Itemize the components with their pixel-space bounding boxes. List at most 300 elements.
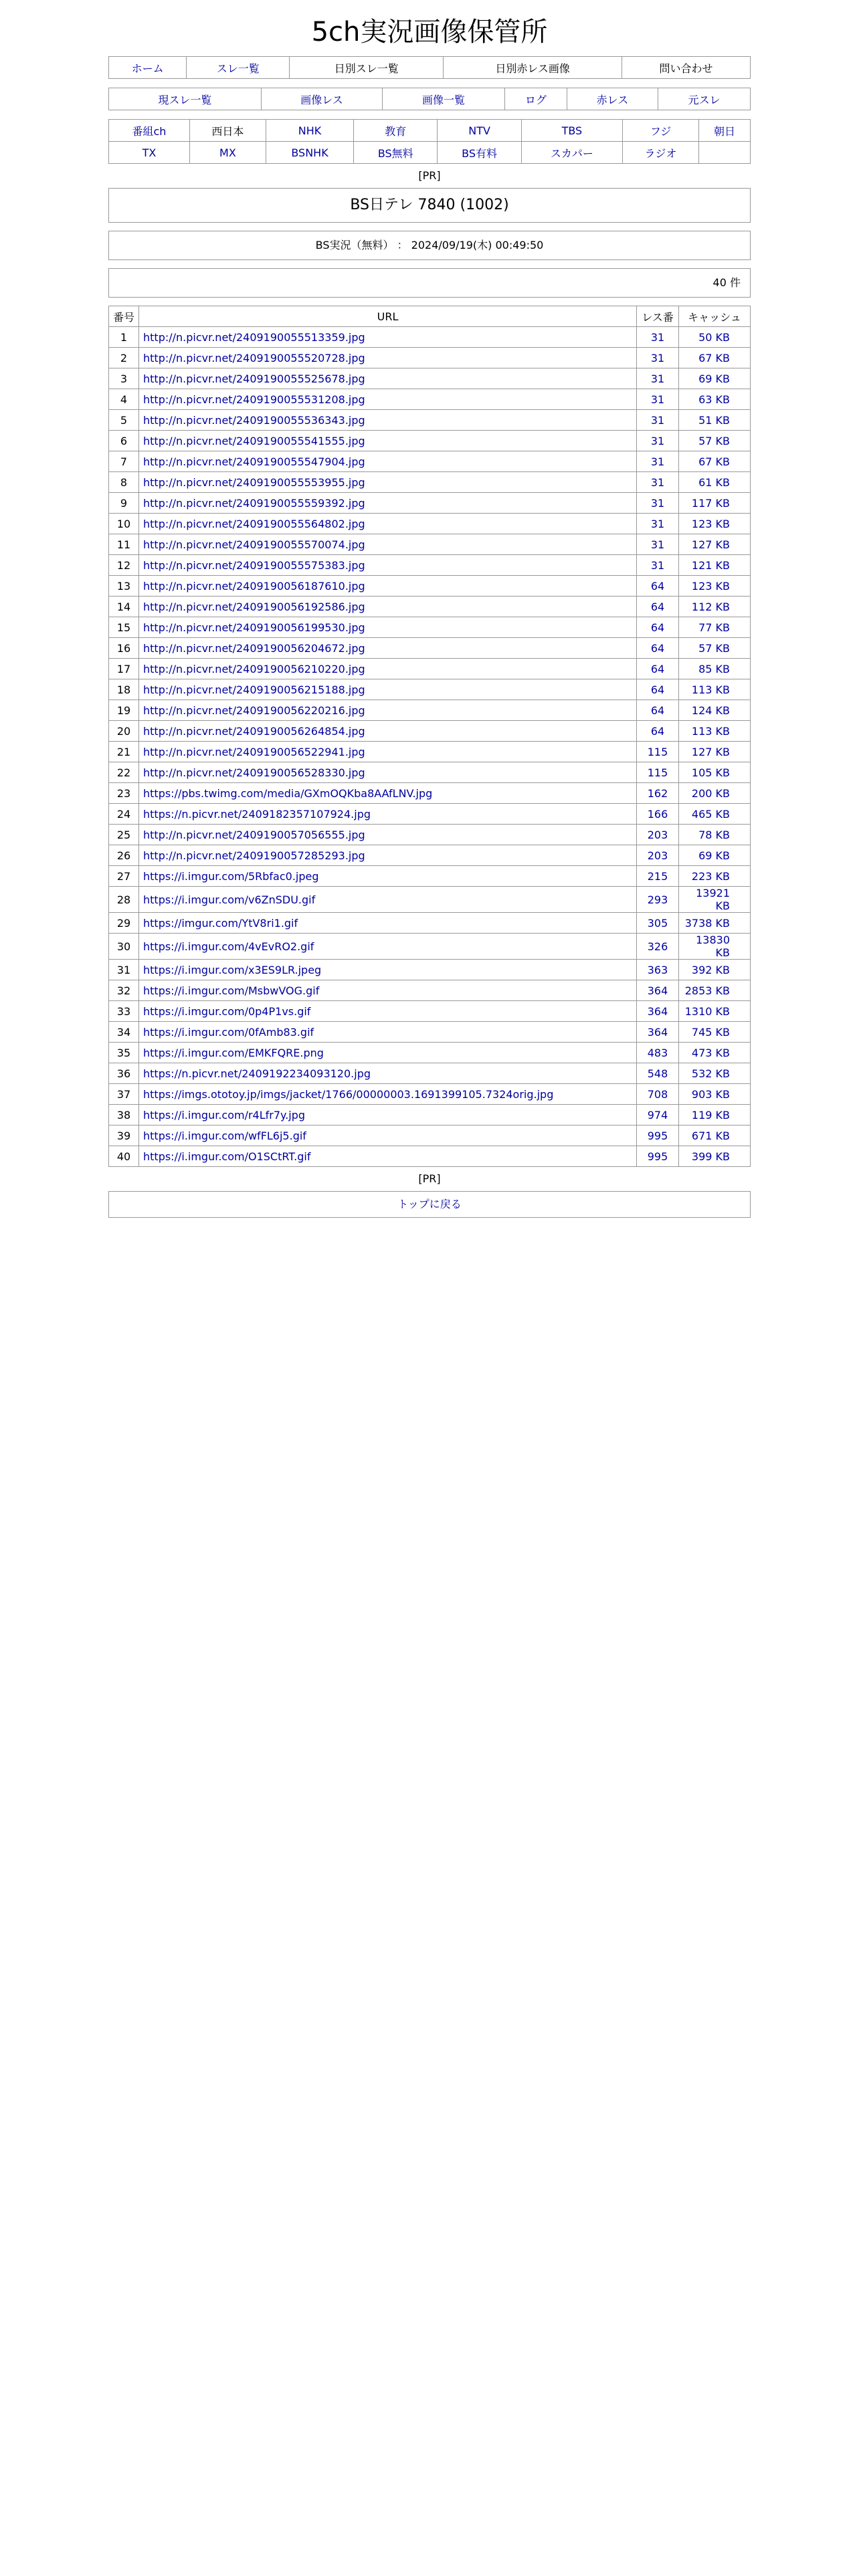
row-url-link[interactable]: https://imgur.com/YtV8ri1.gif — [143, 916, 298, 930]
row-res-link[interactable]: 305 — [647, 916, 668, 930]
row-cache-cell — [679, 410, 751, 431]
row-number: 5 — [109, 410, 139, 431]
row-res-cell — [637, 866, 679, 887]
row-cache-link[interactable]: 127 KB — [691, 745, 730, 758]
row-res-cell — [637, 1105, 679, 1125]
table-header-row — [109, 306, 751, 327]
row-res-link[interactable]: 364 — [647, 1004, 668, 1018]
row-number: 27 — [109, 866, 139, 887]
row-url-link[interactable]: https://i.imgur.com/5Rbfac0.jpeg — [143, 869, 319, 883]
row-res-link[interactable]: 31 — [650, 455, 665, 468]
nav-sub-item-4-label[interactable]: ログ — [524, 93, 547, 106]
row-url-cell — [139, 866, 637, 887]
nav-sub-item-5-label[interactable]: 赤レス — [596, 93, 629, 106]
row-cache-link[interactable]: 903 KB — [691, 1087, 730, 1101]
row-res-link[interactable]: 115 — [647, 745, 668, 758]
row-cache-link[interactable]: 123 KB — [691, 579, 730, 593]
row-res-link[interactable]: 64 — [650, 704, 665, 717]
table-row — [109, 721, 751, 742]
nav-main-item-5 — [622, 57, 750, 79]
nav-channel-item[interactable] — [623, 142, 699, 164]
table-row — [109, 934, 751, 960]
row-url-cell — [139, 514, 637, 534]
row-url-cell — [139, 410, 637, 431]
row-cache-link[interactable]: 69 KB — [698, 849, 730, 862]
row-url-link[interactable]: https://i.imgur.com/0fAmb83.gif — [143, 1025, 314, 1039]
nav-main-item-2-label[interactable]: スレ一覧 — [216, 62, 260, 75]
row-cache-link[interactable]: 113 KB — [691, 724, 730, 738]
nav-channel-item-label[interactable]: BSNHK — [291, 146, 328, 159]
nav-channel-item[interactable] — [521, 142, 622, 164]
nav-sub-item-1-label[interactable]: 現スレ一覧 — [158, 93, 212, 106]
row-url-link[interactable]: http://n.picvr.net/2409190056528330.jpg — [143, 766, 365, 779]
row-url-link[interactable]: https://pbs.twimg.com/media/GXmOQKba8AAfLNV.jpg — [143, 786, 433, 800]
row-cache-cell — [679, 1001, 751, 1022]
row-res-cell — [637, 617, 679, 638]
row-cache-link[interactable]: 51 KB — [698, 413, 730, 427]
row-number: 36 — [109, 1063, 139, 1084]
row-number: 19 — [109, 700, 139, 721]
row-cache-link[interactable]: 3738 KB — [684, 916, 730, 930]
row-number: 26 — [109, 845, 139, 866]
row-res-link[interactable]: 31 — [650, 372, 665, 385]
nav-sub-item-6-label[interactable]: 元スレ — [688, 93, 721, 106]
nav-channel-item[interactable] — [438, 120, 521, 142]
row-url-cell — [139, 534, 637, 555]
nav-sub-item-3[interactable] — [383, 88, 505, 110]
row-url-link[interactable]: http://n.picvr.net/2409190056210220.jpg — [143, 662, 365, 675]
row-cache-cell — [679, 389, 751, 410]
nav-sub-item-4[interactable] — [504, 88, 567, 110]
row-number: 23 — [109, 783, 139, 804]
row-res-link[interactable]: 203 — [647, 849, 668, 862]
nav-channel-item[interactable] — [189, 142, 266, 164]
row-cache-cell — [679, 1125, 751, 1146]
row-url-link[interactable]: http://n.picvr.net/2409190055575383.jpg — [143, 558, 365, 572]
row-number: 38 — [109, 1105, 139, 1125]
row-url-link[interactable]: https://i.imgur.com/O1SCtRT.gif — [143, 1150, 311, 1163]
row-url-link[interactable]: https://i.imgur.com/r4Lfr7y.jpg — [143, 1108, 306, 1121]
table-row — [109, 327, 751, 348]
nav-main-item-2[interactable] — [187, 57, 290, 79]
nav-channel-item-label[interactable]: 朝日 — [714, 124, 736, 138]
table-row — [109, 783, 751, 804]
row-res-link[interactable]: 364 — [647, 984, 668, 997]
row-res-link[interactable]: 166 — [647, 807, 668, 821]
thread-title: BS日テレ 7840 (1002) — [108, 188, 751, 223]
channel-nav-row — [109, 120, 751, 142]
row-res-link[interactable]: 31 — [650, 413, 665, 427]
nav-channel-item-label[interactable]: MX — [219, 146, 236, 159]
nav-sub-item-1[interactable] — [109, 88, 262, 110]
row-number: 11 — [109, 534, 139, 555]
row-res-link[interactable]: 64 — [650, 662, 665, 675]
row-url-link[interactable]: http://n.picvr.net/2409190056220216.jpg — [143, 704, 365, 717]
row-cache-cell — [679, 576, 751, 597]
row-res-link[interactable]: 64 — [650, 724, 665, 738]
row-url-link[interactable]: http://n.picvr.net/2409190056522941.jpg — [143, 745, 365, 758]
row-cache-cell — [679, 514, 751, 534]
row-cache-link[interactable]: 113 KB — [691, 683, 730, 696]
row-cache-link[interactable]: 57 KB — [698, 434, 730, 447]
row-res-cell — [637, 1001, 679, 1022]
row-url-cell — [139, 742, 637, 762]
row-url-link[interactable]: http://n.picvr.net/2409190055536343.jpg — [143, 413, 365, 427]
row-url-link[interactable]: http://n.picvr.net/2409190056199530.jpg — [143, 621, 365, 634]
row-url-link[interactable]: https://i.imgur.com/x3ES9LR.jpeg — [143, 963, 322, 976]
row-res-cell — [637, 431, 679, 451]
row-cache-cell — [679, 472, 751, 493]
row-cache-cell — [679, 913, 751, 934]
row-cache-cell — [679, 659, 751, 679]
row-res-link[interactable]: 708 — [647, 1087, 668, 1101]
row-res-cell — [637, 1063, 679, 1084]
row-url-cell — [139, 825, 637, 845]
nav-channel-item-label[interactable]: ラジオ — [644, 146, 677, 160]
header-url: URL — [139, 306, 637, 327]
row-res-link[interactable]: 31 — [650, 393, 665, 406]
row-url-link[interactable]: http://n.picvr.net/2409190055525678.jpg — [143, 372, 365, 385]
row-url-cell — [139, 1105, 637, 1125]
row-url-cell — [139, 960, 637, 980]
row-number: 13 — [109, 576, 139, 597]
row-cache-cell — [679, 887, 751, 913]
nav-channel-item[interactable] — [354, 120, 438, 142]
row-cache-link[interactable]: 67 KB — [698, 351, 730, 364]
nav-channel-item[interactable] — [266, 142, 353, 164]
site-title: 5ch実況画像保管所 — [311, 17, 548, 47]
sub-nav-row — [109, 88, 751, 110]
row-number: 9 — [109, 493, 139, 514]
row-url-link[interactable]: http://n.picvr.net/2409190055520728.jpg — [143, 351, 365, 364]
row-cache-link[interactable]: 532 KB — [691, 1067, 730, 1080]
table-row — [109, 679, 751, 700]
row-cache-cell — [679, 783, 751, 804]
row-res-cell — [637, 638, 679, 659]
row-res-cell — [637, 742, 679, 762]
row-res-link[interactable]: 64 — [650, 683, 665, 696]
row-res-link[interactable]: 364 — [647, 1025, 668, 1039]
row-url-link[interactable]: http://n.picvr.net/2409190055553955.jpg — [143, 475, 365, 489]
row-res-cell — [637, 700, 679, 721]
nav-channel-item[interactable] — [266, 120, 353, 142]
row-res-link[interactable]: 115 — [647, 766, 668, 779]
row-number: 31 — [109, 960, 139, 980]
row-url-link[interactable]: http://n.picvr.net/2409190057285293.jpg — [143, 849, 365, 862]
row-number: 34 — [109, 1022, 139, 1043]
table-row — [109, 368, 751, 389]
row-number: 14 — [109, 597, 139, 617]
nav-channel-item-label[interactable]: TX — [142, 146, 157, 159]
row-cache-cell — [679, 493, 751, 514]
row-url-cell — [139, 617, 637, 638]
row-res-link[interactable]: 483 — [647, 1046, 668, 1059]
row-res-link[interactable]: 31 — [650, 351, 665, 364]
nav-sub-item-2[interactable] — [261, 88, 382, 110]
row-cache-link[interactable]: 67 KB — [698, 455, 730, 468]
row-res-link[interactable]: 203 — [647, 828, 668, 841]
nav-channel-item[interactable] — [354, 142, 438, 164]
row-url-link[interactable]: http://n.picvr.net/2409190055541555.jpg — [143, 434, 365, 447]
row-url-cell — [139, 1146, 637, 1167]
table-row — [109, 1105, 751, 1125]
row-number: 6 — [109, 431, 139, 451]
row-cache-link[interactable]: 50 KB — [698, 330, 730, 344]
nav-channel-item[interactable] — [699, 120, 751, 142]
image-table — [108, 306, 751, 1167]
nav-channel-item[interactable] — [623, 120, 699, 142]
row-cache-cell — [679, 1084, 751, 1105]
row-res-link[interactable]: 64 — [650, 641, 665, 655]
row-cache-link[interactable]: 112 KB — [691, 600, 730, 613]
nav-main-item-3 — [290, 57, 444, 79]
row-url-cell — [139, 659, 637, 679]
row-url-link[interactable]: https://n.picvr.net/2409182357107924.jpg — [143, 807, 371, 821]
row-url-cell — [139, 783, 637, 804]
row-url-link[interactable]: https://i.imgur.com/wfFL6j5.gif — [143, 1129, 306, 1142]
row-cache-cell — [679, 431, 751, 451]
table-row — [109, 534, 751, 555]
nav-channel-item[interactable] — [109, 120, 190, 142]
channel-nav-row — [109, 142, 751, 164]
row-cache-cell — [679, 1043, 751, 1063]
row-res-cell — [637, 659, 679, 679]
nav-channel-item-label[interactable]: BS有料 — [462, 146, 497, 160]
row-url-cell — [139, 389, 637, 410]
row-cache-cell — [679, 742, 751, 762]
row-url-link[interactable]: http://n.picvr.net/2409190056215188.jpg — [143, 683, 365, 696]
row-cache-link[interactable]: 123 KB — [691, 517, 730, 530]
row-url-link[interactable]: http://n.picvr.net/2409190055513359.jpg — [143, 330, 365, 344]
table-row — [109, 1063, 751, 1084]
row-res-cell — [637, 825, 679, 845]
row-cache-cell — [679, 451, 751, 472]
table-row — [109, 960, 751, 980]
result-count: 40 件 — [108, 268, 751, 298]
row-cache-link[interactable]: 745 KB — [691, 1025, 730, 1039]
nav-sub-item-2-label[interactable]: 画像レス — [300, 93, 343, 106]
row-url-cell — [139, 1063, 637, 1084]
nav-channel-item-label[interactable]: スカパー — [550, 146, 593, 160]
nav-channel-item[interactable] — [438, 142, 521, 164]
row-res-cell — [637, 960, 679, 980]
nav-main-item-1-label[interactable]: ホーム — [131, 62, 164, 75]
row-res-cell — [637, 1043, 679, 1063]
row-url-link[interactable]: https://i.imgur.com/4vEvRO2.gif — [143, 940, 314, 953]
row-url-cell — [139, 1084, 637, 1105]
page-container — [108, 0, 751, 1218]
row-cache-link[interactable]: 200 KB — [691, 786, 730, 800]
row-cache-cell — [679, 368, 751, 389]
pr-label-top: [PR] — [418, 169, 441, 182]
row-number: 40 — [109, 1146, 139, 1167]
row-res-cell — [637, 721, 679, 742]
row-url-link[interactable]: https://i.imgur.com/0p4P1vs.gif — [143, 1004, 311, 1018]
table-row — [109, 555, 751, 576]
back-to-top-link[interactable]: トップに戻る — [397, 1198, 462, 1210]
nav-channel-item — [699, 142, 751, 164]
row-res-link[interactable]: 31 — [650, 434, 665, 447]
row-res-cell — [637, 934, 679, 960]
nav-sub-item-5[interactable] — [567, 88, 658, 110]
row-cache-link[interactable]: 69 KB — [698, 372, 730, 385]
row-url-link[interactable]: http://n.picvr.net/2409190057056555.jpg — [143, 828, 365, 841]
row-res-link[interactable]: 548 — [647, 1067, 668, 1080]
nav-channel-item-label[interactable]: 番組ch — [132, 124, 167, 138]
row-cache-link[interactable]: 121 KB — [691, 558, 730, 572]
row-number: 28 — [109, 887, 139, 913]
row-res-link[interactable]: 64 — [650, 621, 665, 634]
row-res-link[interactable]: 31 — [650, 558, 665, 572]
row-number: 35 — [109, 1043, 139, 1063]
row-number: 20 — [109, 721, 139, 742]
row-cache-link[interactable]: 13830 KB — [696, 934, 730, 959]
row-url-link[interactable]: http://n.picvr.net/2409190055547904.jpg — [143, 455, 365, 468]
row-res-link[interactable]: 995 — [647, 1129, 668, 1142]
nav-main-item-1[interactable] — [109, 57, 187, 79]
row-cache-link[interactable]: 1310 KB — [684, 1004, 730, 1018]
row-res-link[interactable]: 64 — [650, 600, 665, 613]
row-url-link[interactable]: http://n.picvr.net/2409190055570074.jpg — [143, 538, 365, 551]
row-url-link[interactable]: http://n.picvr.net/2409190055564802.jpg — [143, 517, 365, 530]
nav-sub-item-6[interactable] — [658, 88, 751, 110]
row-cache-link[interactable]: 119 KB — [691, 1108, 730, 1121]
row-cache-link[interactable]: 13921 KB — [696, 887, 730, 912]
row-res-link[interactable]: 326 — [647, 940, 668, 953]
row-res-link[interactable]: 31 — [650, 330, 665, 344]
table-row — [109, 638, 751, 659]
row-number: 17 — [109, 659, 139, 679]
row-res-link[interactable]: 31 — [650, 517, 665, 530]
row-cache-link[interactable]: 127 KB — [691, 538, 730, 551]
row-res-link[interactable]: 974 — [647, 1108, 668, 1121]
table-row — [109, 804, 751, 825]
nav-main-item-4-label: 日別赤レス画像 — [495, 62, 570, 75]
row-url-cell — [139, 431, 637, 451]
row-cache-link[interactable]: 63 KB — [698, 393, 730, 406]
row-url-link[interactable]: http://n.picvr.net/2409190056204672.jpg — [143, 641, 365, 655]
channel-nav — [108, 119, 751, 164]
table-row — [109, 1001, 751, 1022]
row-cache-link[interactable]: 399 KB — [691, 1150, 730, 1163]
row-number: 32 — [109, 980, 139, 1001]
row-res-cell — [637, 845, 679, 866]
row-url-cell — [139, 1043, 637, 1063]
row-res-link[interactable]: 31 — [650, 538, 665, 551]
row-url-link[interactable]: https://n.picvr.net/2409192234093120.jpg — [143, 1067, 371, 1080]
row-url-cell — [139, 451, 637, 472]
row-url-cell — [139, 762, 637, 783]
row-url-link[interactable]: http://n.picvr.net/2409190055531208.jpg — [143, 393, 365, 406]
row-url-cell — [139, 576, 637, 597]
row-url-cell — [139, 913, 637, 934]
table-row — [109, 913, 751, 934]
row-cache-link[interactable]: 465 KB — [691, 807, 730, 821]
row-res-cell — [637, 327, 679, 348]
table-row — [109, 845, 751, 866]
row-cache-link[interactable]: 671 KB — [691, 1129, 730, 1142]
row-url-cell — [139, 887, 637, 913]
row-cache-link[interactable]: 105 KB — [691, 766, 730, 779]
nav-channel-item-label: 西日本 — [211, 124, 244, 138]
table-row — [109, 1125, 751, 1146]
row-url-cell — [139, 679, 637, 700]
header-res: レス番 — [637, 306, 679, 327]
row-cache-link[interactable]: 124 KB — [691, 704, 730, 717]
row-url-link[interactable]: http://n.picvr.net/2409190055559392.jpg — [143, 496, 365, 510]
row-cache-link[interactable]: 223 KB — [691, 869, 730, 883]
row-cache-cell — [679, 866, 751, 887]
row-res-cell — [637, 576, 679, 597]
row-res-link[interactable]: 31 — [650, 475, 665, 489]
nav-channel-item-label[interactable]: BS無料 — [377, 146, 413, 160]
row-number: 37 — [109, 1084, 139, 1105]
row-res-cell — [637, 389, 679, 410]
row-number: 33 — [109, 1001, 139, 1022]
row-url-link[interactable]: https://imgs.ototoy.jp/imgs/jacket/1766/00000003.1691399105.7324orig.jpg — [143, 1087, 554, 1101]
table-row — [109, 597, 751, 617]
row-res-cell — [637, 1022, 679, 1043]
row-res-cell — [637, 597, 679, 617]
row-cache-link[interactable]: 2853 KB — [684, 984, 730, 997]
nav-channel-item-label[interactable]: フジ — [650, 124, 672, 138]
row-cache-link[interactable]: 61 KB — [698, 475, 730, 489]
nav-sub-item-3-label[interactable]: 画像一覧 — [422, 93, 466, 106]
row-res-link[interactable]: 162 — [647, 786, 668, 800]
row-url-link[interactable]: https://i.imgur.com/MsbwVOG.gif — [143, 984, 320, 997]
row-url-cell — [139, 638, 637, 659]
row-number: 39 — [109, 1125, 139, 1146]
row-res-link[interactable]: 64 — [650, 579, 665, 593]
row-number: 24 — [109, 804, 139, 825]
table-row — [109, 980, 751, 1001]
table-row — [109, 1022, 751, 1043]
row-cache-link[interactable]: 57 KB — [698, 641, 730, 655]
row-cache-link[interactable]: 78 KB — [698, 828, 730, 841]
thread-meta: BS実況（無料） ： 2024/09/19(木) 00:49:50 — [108, 231, 751, 260]
row-res-link[interactable]: 215 — [647, 869, 668, 883]
row-cache-cell — [679, 679, 751, 700]
row-res-cell — [637, 913, 679, 934]
row-cache-cell — [679, 1146, 751, 1167]
row-url-link[interactable]: http://n.picvr.net/2409190056187610.jpg — [143, 579, 365, 593]
row-res-link[interactable]: 995 — [647, 1150, 668, 1163]
nav-channel-item-label[interactable]: NTV — [468, 124, 490, 137]
nav-channel-item[interactable] — [521, 120, 622, 142]
row-cache-cell — [679, 721, 751, 742]
row-number: 2 — [109, 348, 139, 368]
nav-channel-item-label[interactable]: 教育 — [385, 124, 407, 138]
row-cache-link[interactable]: 85 KB — [698, 662, 730, 675]
row-url-link[interactable]: https://i.imgur.com/v6ZnSDU.gif — [143, 893, 316, 906]
table-row — [109, 1043, 751, 1063]
row-res-link[interactable]: 363 — [647, 963, 668, 976]
row-url-cell — [139, 1001, 637, 1022]
row-number: 25 — [109, 825, 139, 845]
nav-channel-item-label[interactable]: TBS — [561, 124, 583, 137]
row-cache-link[interactable]: 473 KB — [691, 1046, 730, 1059]
nav-channel-item[interactable] — [109, 142, 190, 164]
row-cache-link[interactable]: 392 KB — [691, 963, 730, 976]
row-res-link[interactable]: 293 — [647, 893, 668, 906]
row-url-link[interactable]: http://n.picvr.net/2409190056192586.jpg — [143, 600, 365, 613]
row-cache-link[interactable]: 117 KB — [691, 496, 730, 510]
row-cache-link[interactable]: 77 KB — [698, 621, 730, 634]
row-url-link[interactable]: https://i.imgur.com/EMKFQRE.png — [143, 1046, 324, 1059]
row-res-link[interactable]: 31 — [650, 496, 665, 510]
nav-channel-item-label[interactable]: NHK — [298, 124, 322, 137]
row-url-link[interactable]: http://n.picvr.net/2409190056264854.jpg — [143, 724, 365, 738]
